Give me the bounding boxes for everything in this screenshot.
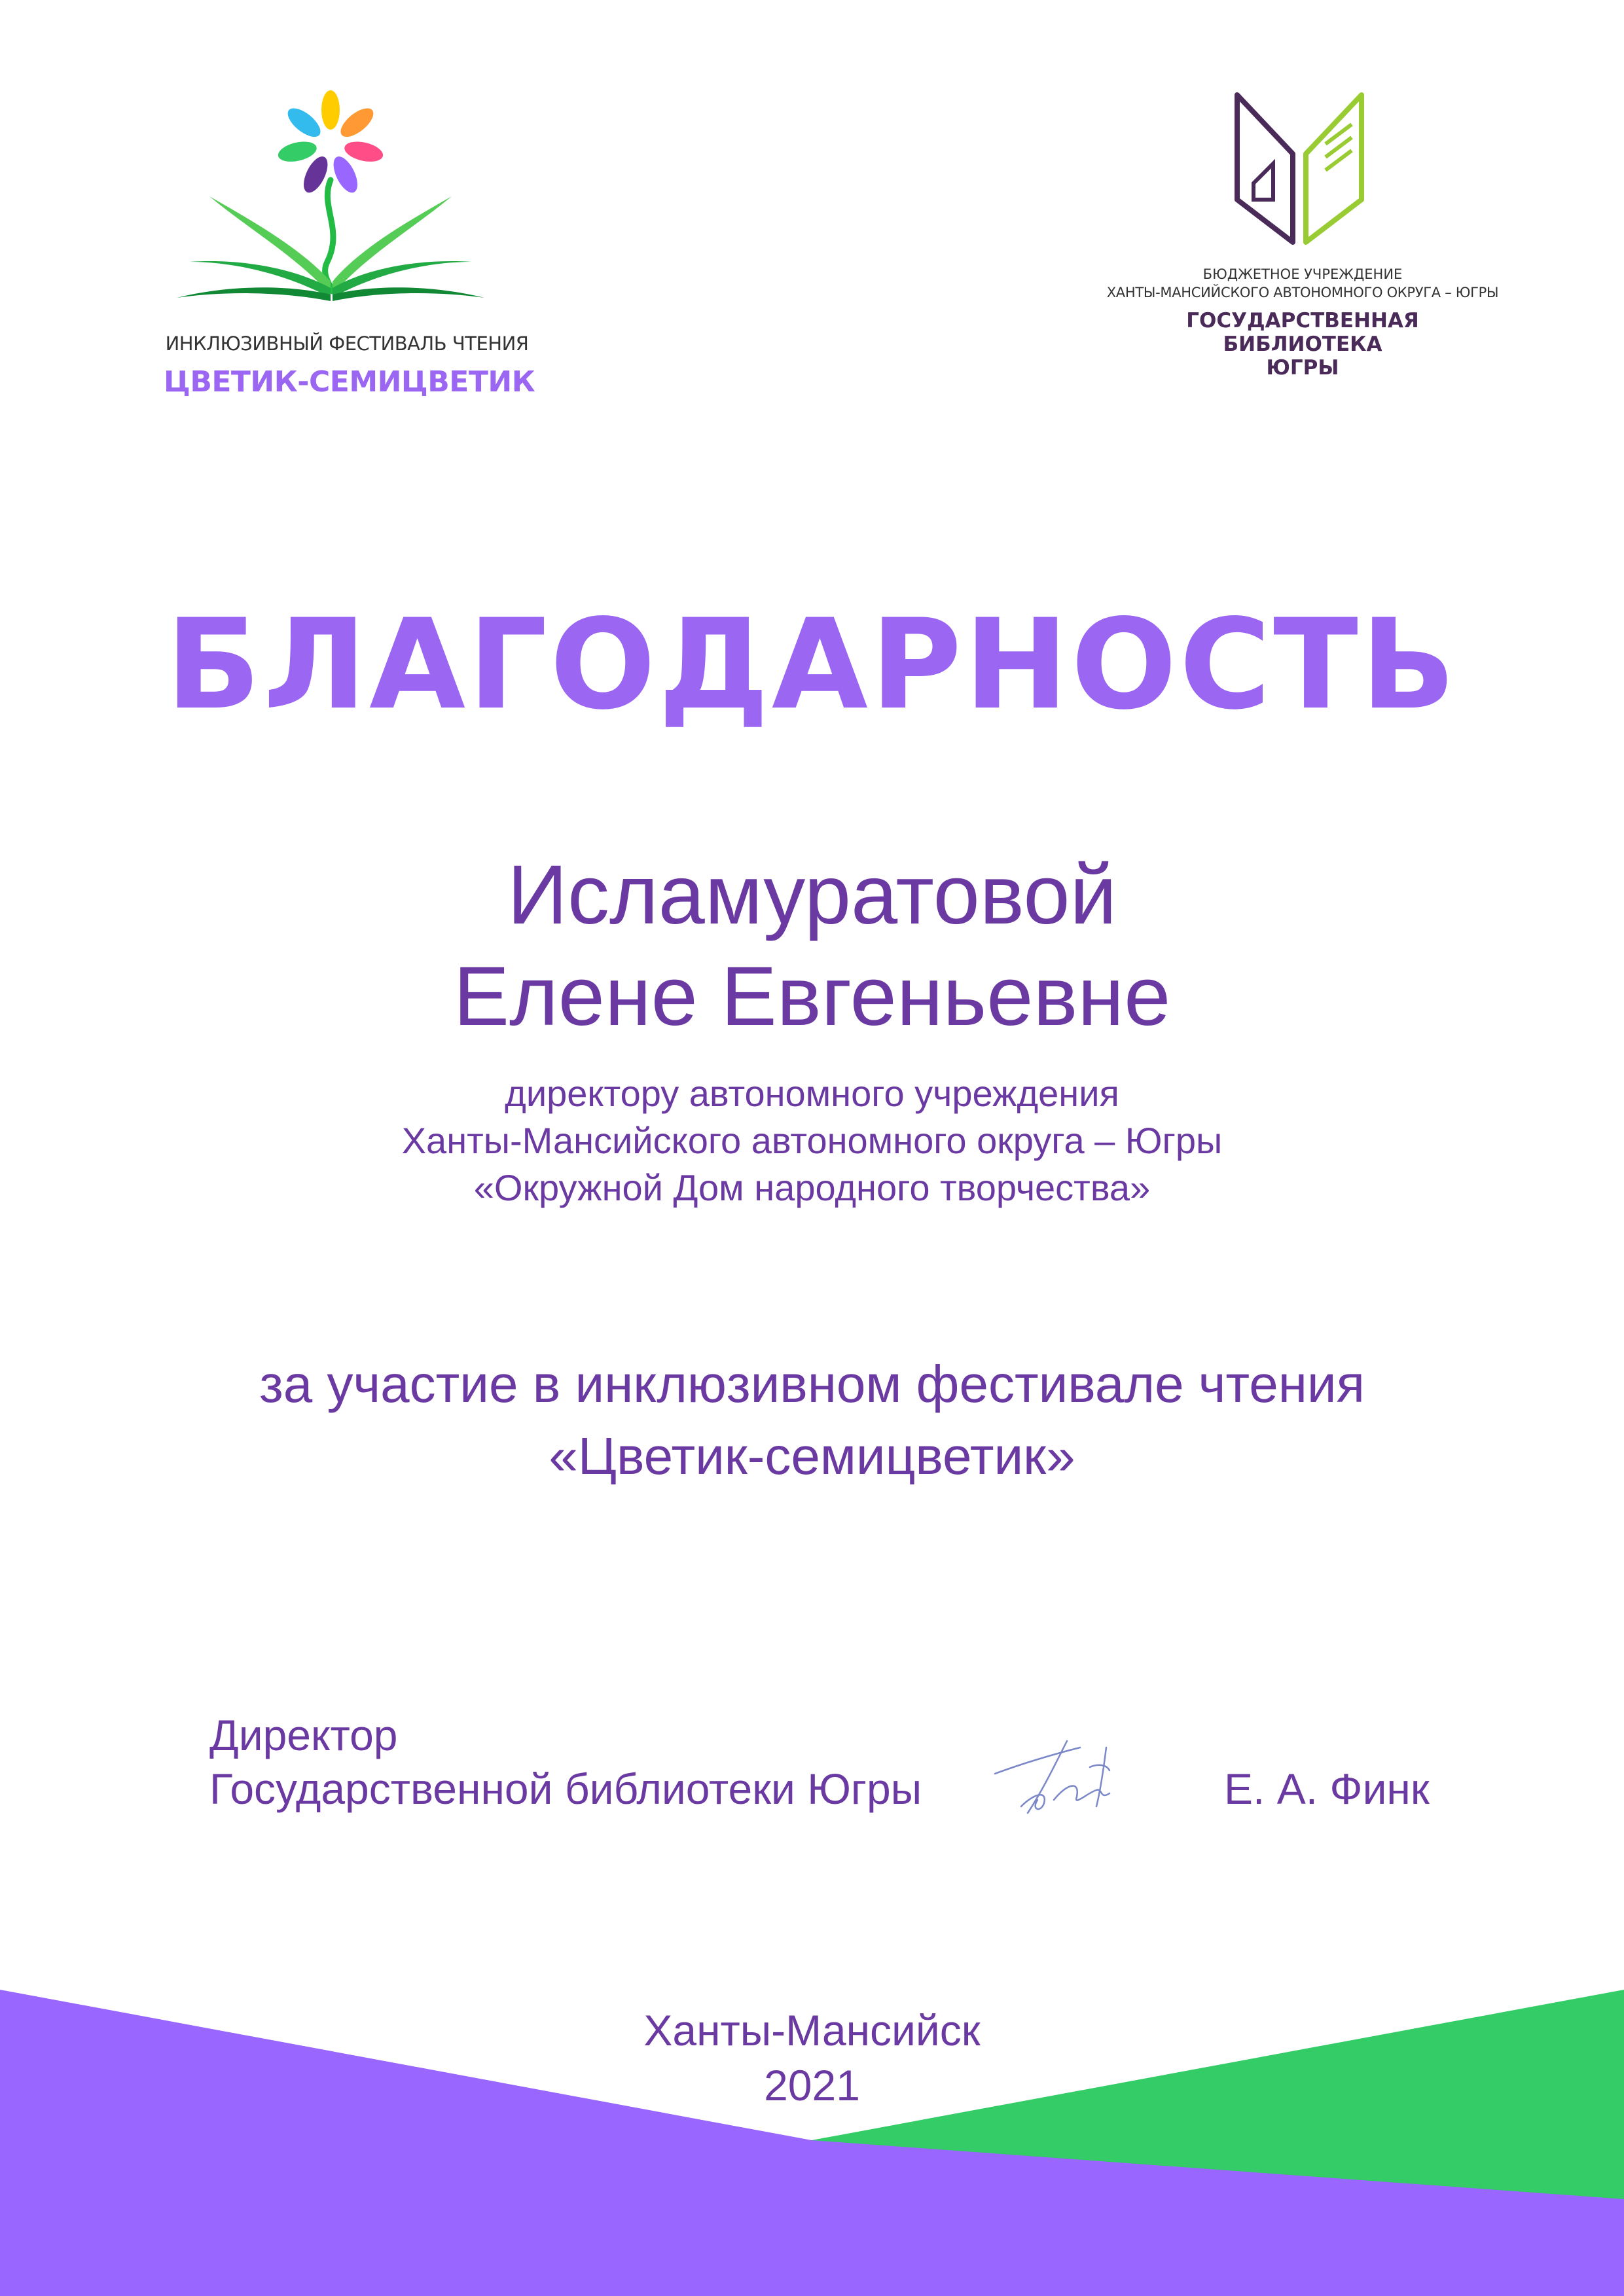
footer-city-year: Ханты-Мансийск 2021 [643,2006,981,2109]
library-region-line: ХАНТЫ-МАНСИЙСКОГО АВТОНОМНОГО ОКРУГА – ЮГРЫ [1106,285,1499,300]
flower-book-icon [164,65,530,327]
signer-position: Директор Государственной библиотеки Югры [209,1711,922,1813]
festival-subtitle: ИНКЛЮЗИВНЫЙ ФЕСТИВАЛЬ ЧТЕНИЯ [165,332,529,355]
festival-logo [164,65,535,406]
festival-name: ЦВЕТИК-СЕМИЦВЕТИК [164,365,535,399]
library-org-line: БЮДЖЕТНОЕ УЧРЕЖДЕНИЕ [1202,266,1403,282]
signer-name: Е. А. Финк [1224,1765,1430,1813]
library-logo [1074,85,1532,399]
signature-icon [982,1728,1146,1820]
library-name: ГОСУДАРСТВЕННАЯ БИБЛИОТЕКА ЮГРЫ [1186,309,1419,380]
library-emblem-icon [1227,85,1378,249]
recipient-position: директору автономного учреждения Ханты-Мансийского автономного округа – Югры «Окружной Дом народного творчества» [401,1073,1223,1208]
recipient-name: Исламуратовой Елене Евгеньевне [453,848,1171,1043]
award-reason: за участие в инклюзивном фестивале чтения «Цветик-семицветик» [259,1355,1365,1485]
document-title: БЛАГОДАРНОСТЬ [166,592,1458,737]
